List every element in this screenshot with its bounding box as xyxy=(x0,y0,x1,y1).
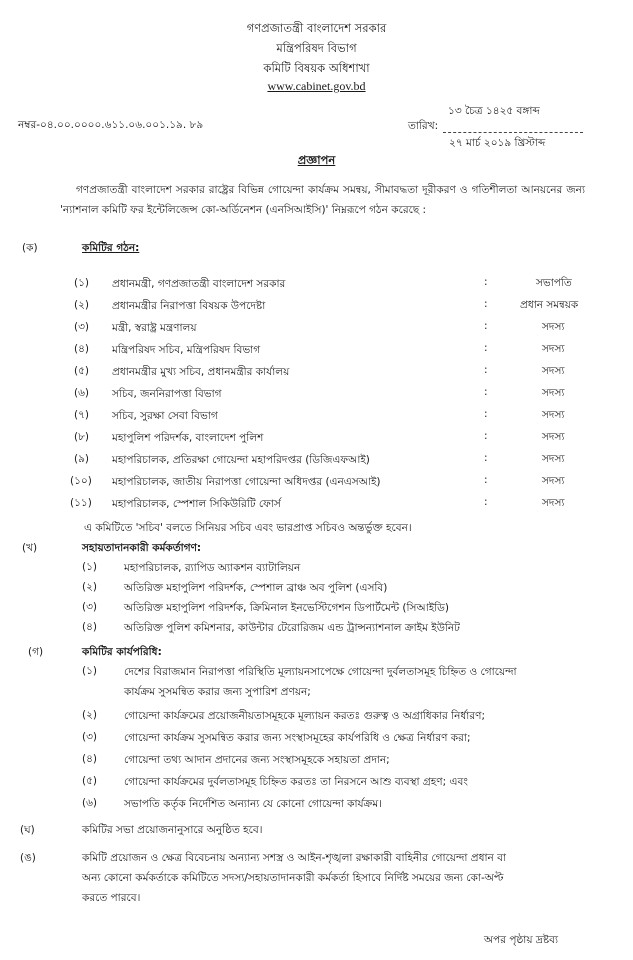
scope-number: (৩) xyxy=(82,731,98,743)
secretary-note: এ কমিটিতে 'সচিব' বলতে সিনিয়র সচিব এবং ভারপ্রাপ্ত সচিবও অন্তর্ভুক্ত হবেন। xyxy=(84,522,412,534)
member-colon: : xyxy=(484,452,488,464)
section-ga-heading: কমিটির কার্যপরিধি: xyxy=(82,646,162,658)
member-role: প্রধান সমন্বয়ক xyxy=(520,299,579,311)
memo-number: নম্বর-০৪.০০.০০০০.৬১১.০৬.০০১.১৯. ৮৯ xyxy=(18,119,204,131)
member-number: (৭) xyxy=(74,409,90,421)
member-role: সদস্য xyxy=(542,343,565,355)
member-name: সচিব, জননিরাপত্তা বিভাগ xyxy=(112,388,222,400)
member-number: (৩) xyxy=(74,321,90,333)
member-number: (২) xyxy=(74,299,90,311)
member-role: সদস্য xyxy=(542,387,565,399)
member-role: সদস্য xyxy=(542,431,565,443)
date-english: ২৭ মার্চ ২০১৯ খ্রিস্টাব্দ xyxy=(449,137,546,149)
member-colon: : xyxy=(484,430,488,442)
member-name: মহাপরিচালক, জাতীয় নিরাপত্তা গোয়েন্দা অধিদপ্তর (এনএসআই) xyxy=(112,476,381,488)
scope-item: সভাপতি কর্তৃক নির্দেশিত অন্যান্য যে কোনো গোয়েন্দা কার্যক্রম। xyxy=(124,798,382,810)
member-number: (৬) xyxy=(74,387,90,399)
support-officer: মহাপরিচালক, র‍্যাপিড অ্যাকশন ব্যাটালিয়ন xyxy=(124,562,301,574)
member-number: (৮) xyxy=(74,431,90,443)
member-role: সদস্য xyxy=(542,453,565,465)
support-officer: অতিরিক্ত পুলিশ কমিশনার, কাউন্টার টেরোরিজম এন্ড ট্রান্সন্যাশনাল ক্রাইম ইউনিট xyxy=(124,622,460,634)
co-opt-clause-line3: করতে পারবে। xyxy=(82,892,141,904)
member-name: মহাপরিচালক, প্রতিরক্ষা গোয়েন্দা মহাপরিদপ্তর (ডিজিএফআই) xyxy=(112,454,370,466)
member-colon: : xyxy=(484,276,488,288)
support-officer: অতিরিক্ত মহাপুলিশ পরিদর্শক, ক্রিমিনাল ইনভেস্টিগেশন ডিপার্টমেন্ট (সিআইডি) xyxy=(124,602,450,614)
member-name: মহাপুলিশ পরিদর্শক, বাংলাদেশ পুলিশ xyxy=(112,432,264,444)
section-kha-heading: সহায়তাদানকারী কর্মকর্তাগণ: xyxy=(82,542,202,554)
member-name: প্রধানমন্ত্রী, গণপ্রজাতন্ত্রী বাংলাদেশ সরকার xyxy=(112,278,286,290)
section-kha-marker: (খ) xyxy=(22,542,38,554)
date-separator xyxy=(443,132,583,133)
member-number: (৪) xyxy=(74,343,90,355)
branch-name: কমিটি বিষয়ক অধিশাখা xyxy=(263,61,370,75)
member-role: সদস্য xyxy=(542,497,565,509)
member-role: সদস্য xyxy=(542,409,565,421)
section-uma-marker: (ঙ) xyxy=(20,852,36,864)
scope-number: (৫) xyxy=(82,775,98,787)
scope-number: (১) xyxy=(82,665,98,677)
govt-name: গণপ্রজাতন্ত্রী বাংলাদেশ সরকার xyxy=(246,21,387,35)
member-colon: : xyxy=(484,298,488,310)
scope-item: দেশের বিরাজমান নিরাপত্তা পরিস্থিতি মূল্যায়নসাপেক্ষে গোয়েন্দা দুর্বলতাসমূহ চিহ্নিত ও গোয়েন্দা xyxy=(124,666,517,678)
scope-item: গোয়েন্দা তথ্য আদান প্রদানের জন্য সংস্থাসমূহকে সহায়তা প্রদান; xyxy=(124,754,390,766)
member-role: সদস্য xyxy=(542,365,565,377)
member-role: সদস্য xyxy=(542,475,565,487)
member-number: (১০) xyxy=(70,475,92,487)
member-name: প্রধানমন্ত্রীর নিরাপত্তা বিষয়ক উপদেষ্টা xyxy=(112,300,266,312)
member-number: (১১) xyxy=(70,497,92,509)
member-number: (৫) xyxy=(74,365,90,377)
member-colon: : xyxy=(484,474,488,486)
date-bangla: ১৩ চৈত্র ১৪২৫ বঙ্গাব্দ xyxy=(448,105,540,117)
member-name: মহাপরিচালক, স্পেশাল সিকিউরিটি ফোর্স xyxy=(112,498,281,510)
member-colon: : xyxy=(484,342,488,354)
member-colon: : xyxy=(484,386,488,398)
member-name: মন্ত্রিপরিষদ সচিব, মন্ত্রিপরিষদ বিভাগ xyxy=(112,344,261,356)
member-name: মন্ত্রী, স্বরাষ্ট্র মন্ত্রণালয় xyxy=(112,322,197,334)
page-title: প্রজ্ঞাপন xyxy=(297,153,336,167)
scope-number: (৬) xyxy=(82,797,98,809)
member-name: সচিব, সুরক্ষা সেবা বিভাগ xyxy=(112,410,218,422)
support-number: (২) xyxy=(82,581,98,593)
member-name: প্রধানমন্ত্রীর মুখ্য সচিব, প্রধানমন্ত্রীর কার্যালয় xyxy=(112,366,290,378)
intro-paragraph: গণপ্রজাতন্ত্রী বাংলাদেশ সরকার রাষ্ট্রের বিভিন্ন গোয়েন্দা কার্যক্রম সমন্বয়, সীমাবদ্ধতা দূরীকরণ ও গতিশীলতা আনয়নের জন্য 'ন্যাশনাল কমিটি ফর ইন্টেলিজেন্স কো-অর্ডিনেশন (এনসিআইসি)' নিম্নরূপে গঠন করেছে : xyxy=(60,184,585,216)
co-opt-clause-line2: অন্য কোনো কর্মকর্তাকে কমিটিতে সদস্য/সহায়তাদানকারী কর্মকর্তা হিসাবে নির্দিষ্ট সময়ের জন্য কো-অপ্ট xyxy=(82,872,504,884)
section-ga-marker: (গ) xyxy=(28,646,44,658)
page-turn-note: অপর পৃষ্ঠায় দ্রষ্টব্য xyxy=(484,934,559,946)
section-ka-heading: কমিটির গঠন: xyxy=(82,242,140,254)
date-label: তারিখ: xyxy=(408,120,439,132)
member-colon: : xyxy=(484,364,488,376)
co-opt-clause-line1: কমিটি প্রয়োজন ও ক্ষেত্র বিবেচনায় অন্যান্য সশস্ত্র ও আইন-শৃঙ্খলা রক্ষাকারী বাহিনীর গোয়েন্দা প্রধান বা xyxy=(82,852,507,864)
support-number: (৩) xyxy=(82,601,98,613)
member-colon: : xyxy=(484,408,488,420)
scope-item: গোয়েন্দা কার্যক্রমের দুর্বলতাসমূহ চিহ্নিত করতঃ তা নিরসনে আশু ব্যবস্থা গ্রহণ; এবং xyxy=(124,776,468,788)
member-number: (১) xyxy=(74,277,90,289)
meeting-clause: কমিটির সভা প্রয়োজনানুসারে অনুষ্ঠিত হবে। xyxy=(82,824,263,836)
section-gha-marker: (ঘ) xyxy=(20,824,35,836)
website-link[interactable]: www.cabinet.gov.bd xyxy=(267,79,366,93)
member-role: সদস্য xyxy=(542,321,565,333)
support-officer: অতিরিক্ত মহাপুলিশ পরিদর্শক, স্পেশাল ব্রাঞ্চ অব পুলিশ (এসবি) xyxy=(124,582,388,594)
section-ka-marker: (ক) xyxy=(22,242,38,254)
support-number: (৪) xyxy=(82,621,98,633)
scope-number: (৪) xyxy=(82,753,98,765)
scope-number: (২) xyxy=(82,709,98,721)
member-colon: : xyxy=(484,496,488,508)
support-number: (১) xyxy=(82,561,98,573)
scope-item: গোয়েন্দা কার্যক্রম সুসমন্বিত করার জন্য সংস্থাসমূহের কার্যপরিধি ও ক্ষেত্র নির্ধারণ করা; xyxy=(124,732,471,744)
division-name: মন্ত্রিপরিষদ বিভাগ xyxy=(276,41,357,55)
scope-item-cont: কার্যক্রম সুসমন্বিত করার জন্য সুপারিশ প্রণয়ন; xyxy=(124,686,311,698)
scope-item: গোয়েন্দা কার্যক্রমের প্রয়োজনীয়তাসমূহকে মূল্যায়ন করতঃ গুরুত্ব ও অগ্রাধিকার নির্ধারণ; xyxy=(124,710,485,722)
member-role: সভাপতি xyxy=(536,277,572,289)
member-number: (৯) xyxy=(74,453,90,465)
member-colon: : xyxy=(484,320,488,332)
